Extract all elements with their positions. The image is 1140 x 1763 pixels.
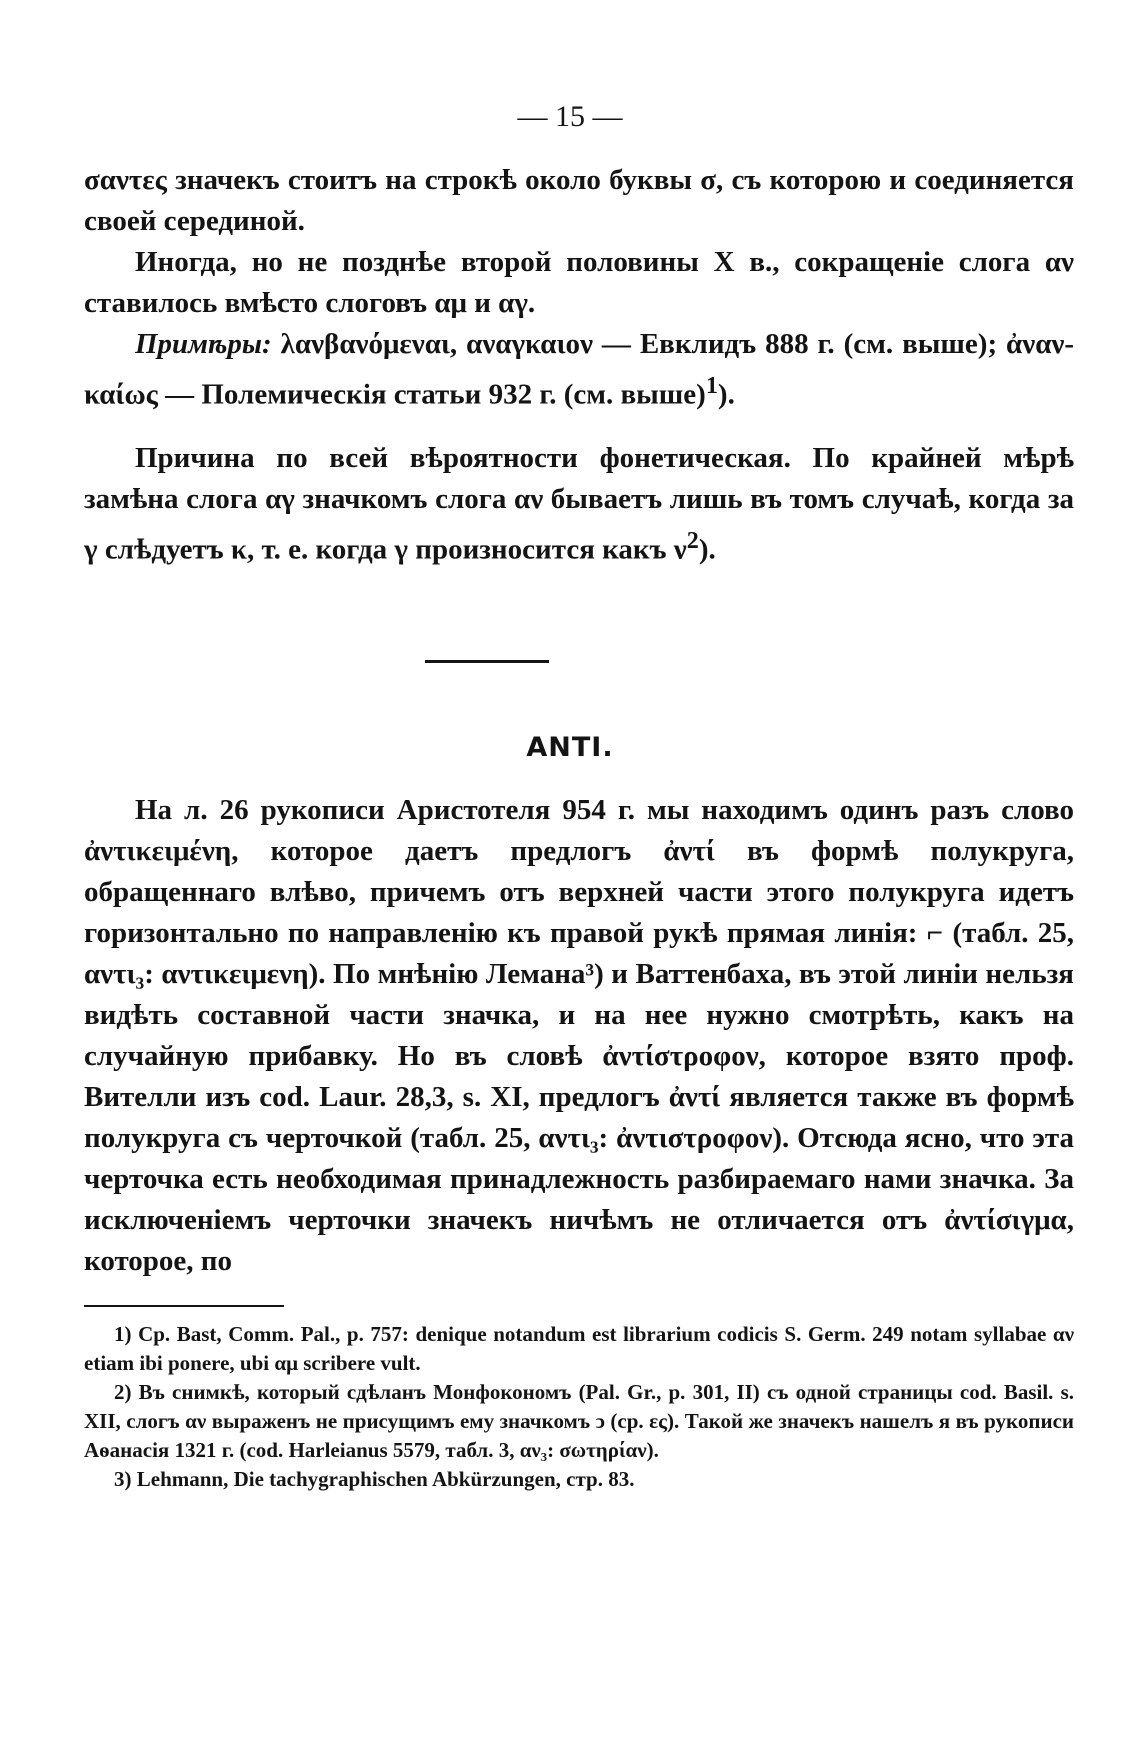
footnote-1: 1) Ср. Bast, Comm. Pal., p. 757: denique notandum est librarium codicis S. Germ. 249 notam syllabae αν etiam ibi ponere, ubi αμ scribere vult. (84, 1322, 1074, 1375)
examples-end: ). (717, 378, 735, 411)
top-text-block (84, 160, 1074, 570)
examples-label: Примѣры: (135, 328, 272, 360)
footnote-ref-2: 2 (686, 526, 699, 554)
paragraph-2: Иногда, но не позднѣе второй половины X в., сокращеніе слога αν ставилось вмѣсто слоговъ αμ и αγ. (84, 246, 1074, 319)
body-paragraph: На л. 26 рукописи Аристотеля 954 г. мы находимъ одинъ разъ слово ἀντικειμένη, которое даетъ предлогъ ἀντί въ формѣ полукруга, обращеннаго влѣво, причемъ отъ верхней части этого полукруга идетъ горизонтально по направленію къ правой рукѣ прямая линія: ⌐ (табл. 25, αντι₃: αντικειμενη). По мнѣнію Лемана³) и Ваттенбаха, въ этой линіи нельзя видѣть составной части значка, и на нее нужно смотрѣть, какъ на случайную прибавку. Но въ словѣ ἀντίστροφον, которое взято проф. Вителли изъ cod. Laur. 28,3, s. XI, предлогъ ἀντί является также въ формѣ полукруга съ черточкой (табл. 25, αντι₃: ἀντιστροφον). Отсюда ясно, что эта черточка есть необходимая принадлежность разбираемаго нами значка. За исключеніемъ черточки значекъ ничѣмъ не отличается отъ ἀντίσιγμα, которое, по (84, 794, 1074, 1277)
footnote-ref-1: 1 (705, 372, 718, 399)
paragraph-3-end: ). (698, 533, 716, 566)
footnote-2: 2) Въ снимкѣ, который сдѣланъ Монфокономъ (Pal. Gr., p. 301, II) съ одной страницы cod. Basil. s. XII, слогъ αν выраженъ не присущимъ ему значкомъ ↄ (ср. ες). Такой же значекъ нашелъ я въ рукописи Аѳанасія 1321 г. (cod. Harleianus 5579, табл. 3, αν₃: σωτηρίαν). (84, 1380, 1074, 1462)
footnote-3: 3) Lehmann, Die tachygraphischen Abkürzungen, стр. 83. (114, 1467, 635, 1491)
footnote-rule (84, 1305, 284, 1307)
paragraph-3 (84, 438, 1074, 571)
examples-text: λανβανόμεναι, αναγκαιον — Евклидъ 888 г. (см. выше); ἀναν-καίως — Полемическія статьи 932 г. (см. выше) (84, 328, 1074, 411)
spacer (84, 416, 1074, 438)
section-title: ANTI. (526, 732, 614, 763)
paragraph-3-text: Причина по всей вѣроятности фонетическая. По крайней мѣрѣ замѣна слога αγ значкомъ слога αν бываетъ лишь въ томъ случаѣ, когда за γ слѣдуетъ κ, т. е. когда γ произносится какъ ν (84, 441, 1074, 566)
section-divider (425, 660, 549, 663)
examples-paragraph (84, 324, 1074, 416)
footnotes (84, 1320, 1074, 1494)
paragraph-1: σαντες значекъ стоитъ на строкѣ около буквы σ, съ которою и соединяется своей серединой. (84, 164, 1074, 237)
page-number: — 15 — (517, 100, 623, 133)
body-text-block (84, 790, 1074, 1282)
